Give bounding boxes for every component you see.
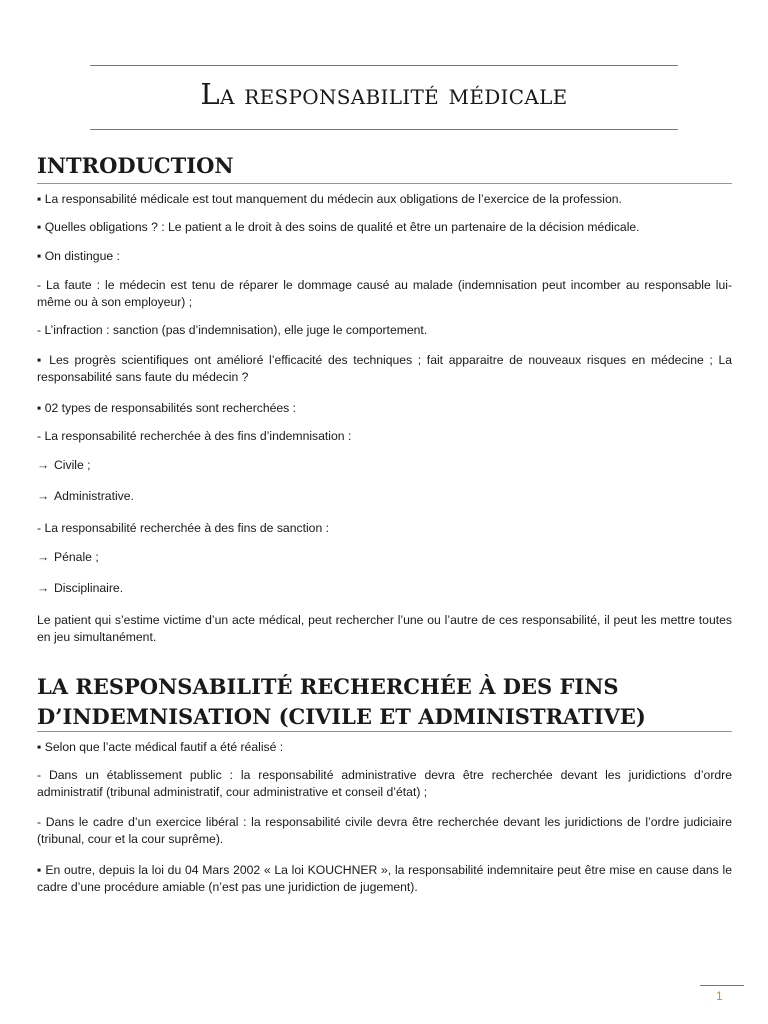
list-item (37, 457, 91, 474)
list-item (37, 580, 123, 597)
list-item-label: Disciplinaire. (54, 581, 124, 595)
section2-heading-underline (37, 731, 732, 732)
list-item (37, 488, 134, 505)
section2-heading-line: LA RESPONSABILITÉ RECHERCHÉE À DES FINS (37, 674, 619, 699)
arrow-icon: → (37, 489, 50, 503)
intro-paragraph: ▪ 02 types de responsabilités sont recherchées : (37, 401, 297, 415)
arrow-icon: → (37, 581, 50, 595)
intro-paragraph: - La responsabilité recherchée à des fins d’indemnisation : (37, 429, 352, 443)
intro-paragraph: ▪ Quelles obligations ? : Le patient a le droit à des soins de qualité et être un partenaire de la décision médicale. (37, 220, 640, 234)
intro-paragraph: ▪ Les progrès scientifiques ont amélioré l’efficacité des techniques ; fait apparaitre de nouveaux risques en médecine ; La responsabilité sans faute du médecin ? (37, 353, 732, 384)
intro-paragraph: Le patient qui s’estime victime d’un acte médical, peut rechercher l’une ou l’autre de ces responsabilité, il peut les mettre toutes en jeu simultanément. (37, 613, 732, 644)
arrow-icon: → (37, 550, 50, 564)
list-item-label: Civile ; (54, 458, 91, 472)
section2-paragraph: ▪ Selon que l’acte médical fautif a été réalisé : (37, 740, 284, 754)
page-number-rule (700, 985, 744, 986)
intro-paragraph: ▪ On distingue : (37, 249, 120, 263)
document-title: La responsabilité médicale (200, 77, 568, 111)
section2-paragraph: ▪ En outre, depuis la loi du 04 Mars 2002 « La loi KOUCHNER », la responsabilité indemnitaire peut être mise en cause dans le cadre d’une procédure amiable (n’est pas une juridiction de jugement). (37, 863, 732, 894)
intro-heading: INTRODUCTION (37, 153, 234, 178)
arrow-icon: → (37, 458, 50, 472)
title-top-rule (90, 65, 678, 66)
list-item (37, 549, 99, 566)
page-number: 1 (716, 989, 723, 1003)
title-bottom-rule (90, 129, 678, 130)
list-item-label: Pénale ; (54, 550, 99, 564)
intro-paragraph: - La faute : le médecin est tenu de réparer le dommage causé au malade (indemnisation peut incomber au responsable lui-même ou à son employeur) ; (37, 278, 732, 309)
section2-heading-line: D’INDEMNISATION (CIVILE ET ADMINISTRATIVE) (37, 704, 646, 729)
intro-paragraph: - La responsabilité recherchée à des fins de sanction : (37, 521, 329, 535)
section2-heading (37, 672, 732, 732)
section2-paragraph: - Dans le cadre d’un exercice libéral : la responsabilité civile devra être recherchée devant les juridictions de l’ordre judiciaire (tribunal, cour et la cour suprême). (37, 815, 732, 846)
intro-heading-underline (37, 183, 732, 184)
list-item-label: Administrative. (54, 489, 134, 503)
intro-paragraph: - L’infraction : sanction (pas d’indemnisation), elle juge le comportement. (37, 323, 428, 337)
section2-paragraph: - Dans un établissement public : la responsabilité administrative devra être recherchée devant les juridictions d’ordre administratif (tribunal administratif, cour administrative et conseil d’état) ; (37, 768, 732, 799)
intro-paragraph: ▪ La responsabilité médicale est tout manquement du médecin aux obligations de l’exercice de la profession. (37, 192, 622, 206)
